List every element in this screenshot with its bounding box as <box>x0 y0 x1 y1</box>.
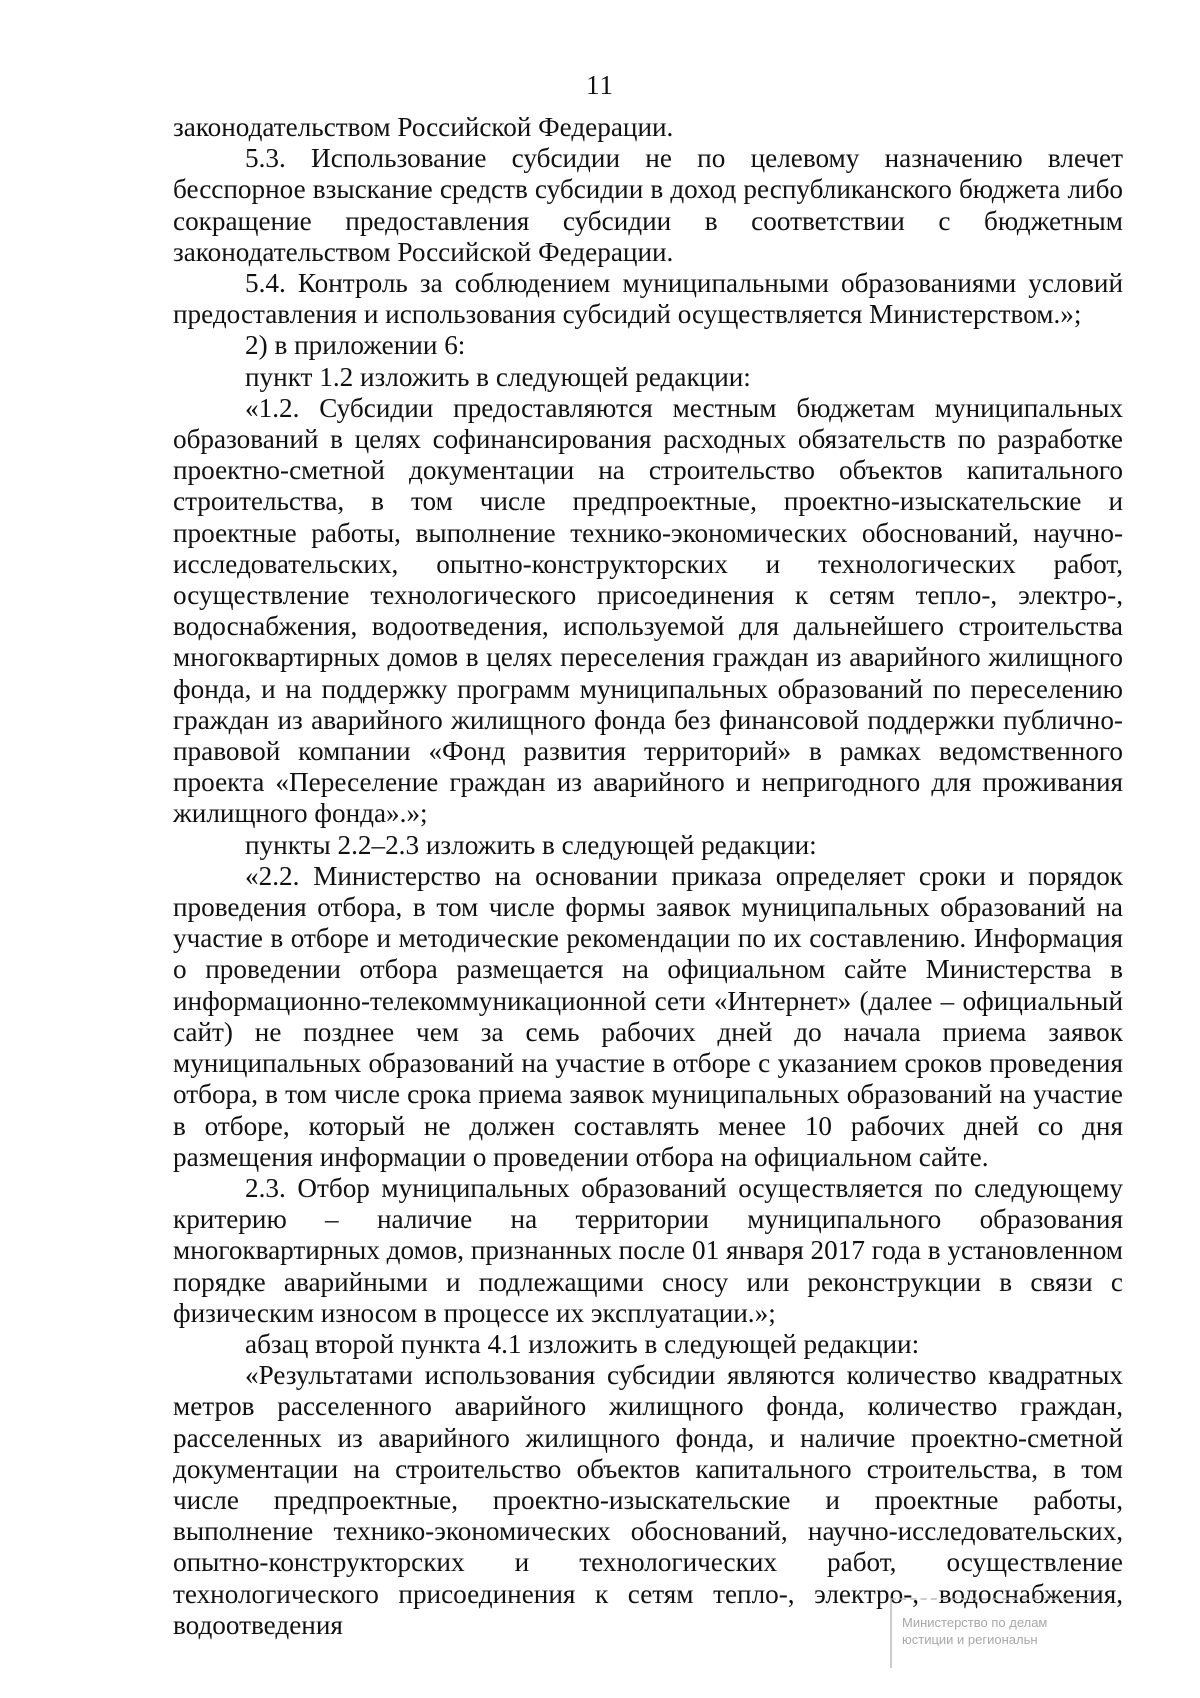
paragraph: пункты 2.2–2.3 изложить в следующей редакции: <box>245 829 817 860</box>
document-body <box>173 112 1123 1641</box>
paragraph: законодательством Российской Федерации. <box>173 112 674 142</box>
paragraph: «Результатами использования субсидии являются количество квадратных метров расселенного аварийного жилищного фонда, количество граждан, расселенных из аварийного жилищного фонда, и наличие проектно-сметной документации на строительство объектов капитального строительства, в том числе предпроектные, проектно-изыскательские и проектные работы, выполнение технико-экономических обоснований, научно-исследовательских, опытно-конструкторских и технологических работ, осуществление технологического присоединения к сетям тепло-, электро-, водоснабжения, водоотведения <box>173 1360 1123 1640</box>
paragraph: пункт 1.2 изложить в следующей редакции: <box>245 361 751 392</box>
paragraph: 5.3. Использование субсидии не по целевому назначению влечет бесспорное взыскание средств субсидии в доход республиканского бюджета либо сокращение предоставления субсидии в соответствии с бюджетным законодательством Российской Федерации. <box>173 143 1123 267</box>
paragraph: 2.3. Отбор муниципальных образований осуществляется по следующему критерию – наличие на территории муниципального образования многоквартирных домов, признанных после 01 января 2017 года в установленном порядке аварийными и подлежащими сносу или реконструкции в связи с физическим износом в процессе их эксплуатации.»; <box>173 1172 1123 1328</box>
paragraph: «1.2. Субсидии предоставляются местным бюджетам муниципальных образований в целях софинансирования расходных обязательств по разработке проектно-сметной документации на строительство объектов капитального строительства, в том числе предпроектные, проектно-изыскательские и проектные работы, выполнение технико-экономических обоснований, научно-исследовательских, опытно-конструкторских и технологических работ, осуществление технологического присоединения к сетям тепло-, электро-, водоснабжения, водоотведения, используемой для дальнейшего строительства многоквартирных домов в целях переселения граждан из аварийного жилищного фонда, и на поддержку программ муниципальных образований по переселению граждан из аварийного жилищного фонда без финансовой поддержки публично-правовой компании «Фонд развития территорий» в рамках ведомственного проекта «Переселение граждан из аварийного и непригодного для проживания жилищного фонда».»; <box>173 392 1123 829</box>
paragraph: 2) в приложении 6: <box>245 330 466 361</box>
page-number: 11 <box>586 70 614 100</box>
paragraph: абзац второй пункта 4.1 изложить в следующей редакции: <box>245 1328 920 1359</box>
stamp-line-1: Министерство по делам <box>902 1615 1048 1630</box>
stamp-line-2: юстиции и региональн <box>902 1632 1038 1647</box>
paragraph: «2.2. Министерство на основании приказа определяет сроки и порядок проведения отбора, в том числе формы заявок муниципальных образований на участие в отборе и методические рекомендации по их составлению. Информация о проведении отбора размещается на официальном сайте Министерства в информационно-телекоммуникационной сети «Интернет» (далее – официальный сайт) не позднее чем за семь рабочих дней до начала приема заявок муниципальных образований на участие в отборе с указанием сроков проведения отбора, в том числе срока приема заявок муниципальных образований на участие в отборе, который не должен составлять менее 10 рабочих дней со дня размещения информации о проведении отбора на официальном сайте. <box>173 860 1123 1172</box>
paragraph: 5.4. Контроль за соблюдением муниципальными образованиями условий предоставления и использования субсидий осуществляется Министерством.»; <box>173 268 1123 330</box>
registration-stamp <box>890 1598 1100 1668</box>
